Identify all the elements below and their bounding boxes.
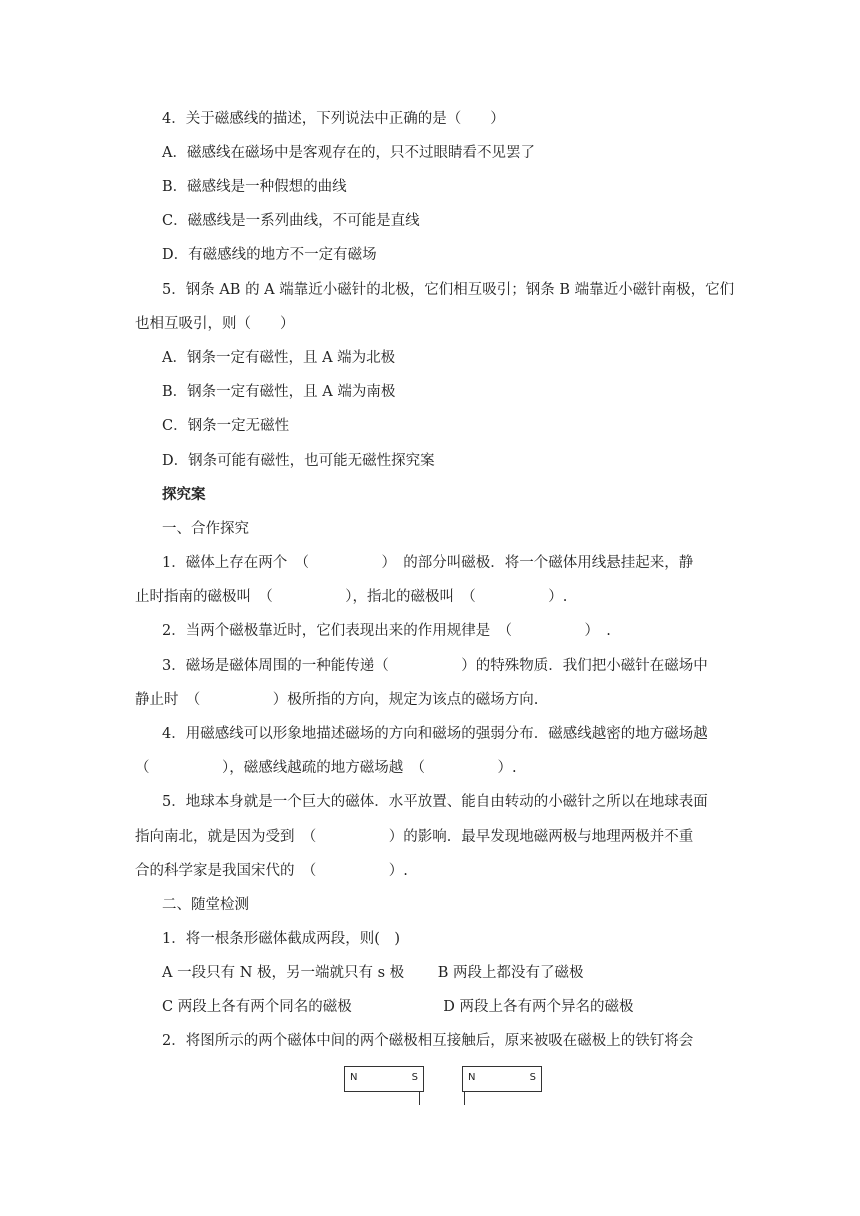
test1-options-cd: C 两段上各有两个同名的磁极 D 两段上各有两个异名的磁极: [162, 999, 634, 1015]
item5-line1: 5．地球本身就是一个巨大的磁体．水平放置、能自由转动的小磁针之所以在地球表面: [162, 794, 708, 810]
iron-nail-1: [419, 1091, 420, 1105]
item3-line1: 3．磁场是磁体周围的一种能传递（ ）的特殊物质．我们把小磁针在磁场中: [162, 658, 708, 674]
subsection-cooperative: 一、合作探究: [162, 521, 249, 537]
item2: 2．当两个磁极靠近时，它们表现出来的作用规律是 （ ） .: [162, 623, 611, 639]
magnet1-left-pole-label: N: [350, 1072, 358, 1083]
test1-options-ab: A 一段只有 N 极，另一端就只有 s 极 B 两段上都没有了磁极: [162, 965, 584, 981]
q5-option-b: B．钢条一定有磁性，且 A 端为南极: [162, 384, 396, 400]
q4-option-a: A．磁感线在磁场中是客观存在的，只不过眼睛看不见罢了: [162, 145, 535, 161]
item4-line1: 4．用磁感线可以形象地描述磁场的方向和磁场的强弱分布．磁感线越密的地方磁场越: [162, 726, 708, 742]
section-heading: 探究案: [162, 486, 206, 503]
item4-line2: （ ），磁感线越疏的地方磁场越 （ ）.: [135, 760, 517, 776]
item1-line1: 1．磁体上存在两个 （ ） 的部分叫磁极．将一个磁体用线悬挂起来，静: [162, 555, 694, 571]
magnet1-right-pole-label: S: [411, 1072, 418, 1083]
item5-line2: 指向南北，就是因为受到 （ ）的影响．最早发现地磁两极与地理两极并不重: [135, 829, 694, 845]
q4-option-d: D．有磁感线的地方不一定有磁场: [162, 247, 377, 263]
magnet2-left-pole-label: N: [468, 1072, 476, 1083]
item1-line2: 止时指南的磁极叫 （ ），指北的磁极叫 （ ）.: [135, 589, 568, 605]
bar-magnet-1: [344, 1066, 424, 1092]
q5-option-c: C．钢条一定无磁性: [162, 418, 290, 434]
q5-option-d: D．钢条可能有磁性，也可能无磁性探究案: [162, 453, 435, 469]
test2-stem: 2．将图所示的两个磁体中间的两个磁极相互接触后，原来被吸在磁极上的铁钉将会: [162, 1033, 694, 1049]
q4-option-c: C．磁感线是一系列曲线，不可能是直线: [162, 213, 420, 229]
item3-line2: 静止时 （ ）极所指的方向，规定为该点的磁场方向.: [135, 692, 539, 708]
q5-stem-line1: 5．钢条 AB 的 A 端靠近小磁针的北极，它们相互吸引；钢条 B 端靠近小磁针南极，它们: [162, 282, 735, 298]
q4-option-b: B．磁感线是一种假想的曲线: [162, 179, 347, 195]
item5-line3: 合的科学家是我国宋代的 （ ）.: [135, 863, 408, 879]
test1-stem: 1．将一根条形磁体截成两段，则( ): [162, 931, 401, 947]
q4-stem: 4．关于磁感线的描述，下列说法中正确的是（ ）: [162, 111, 505, 127]
bar-magnet-2: [462, 1066, 542, 1092]
magnets-figure: [344, 1060, 554, 1108]
q5-stem-line2: 也相互吸引，则（ ）: [135, 316, 295, 332]
q5-option-a: A．钢条一定有磁性，且 A 端为北极: [162, 350, 396, 366]
subsection-classroom-test: 二、随堂检测: [162, 897, 249, 913]
iron-nail-2: [464, 1091, 465, 1105]
magnet2-right-pole-label: S: [529, 1072, 536, 1083]
